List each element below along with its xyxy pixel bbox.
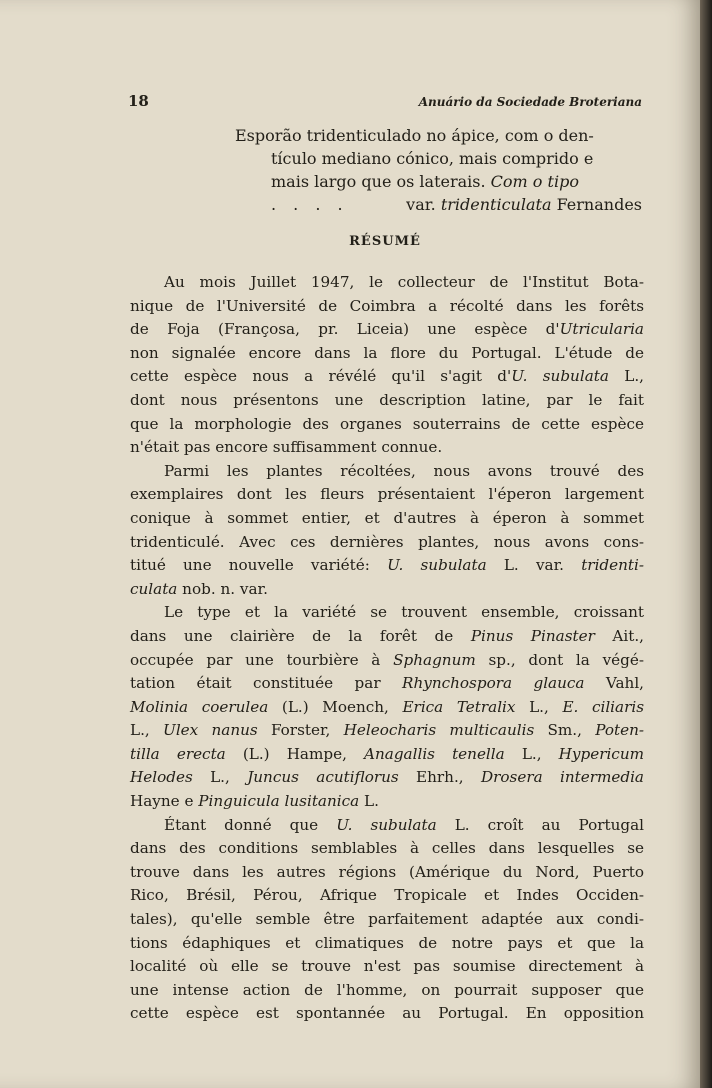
text-line: Molinia coerulea (L.) Moench, Erica Tetralix L., E. ciliaris [130,697,645,716]
resume-body [130,271,644,1026]
text-line: titué une nouvelle variété: U. subulata L. var. tridenti- [130,556,645,575]
text-line: Étant donné que U. subulata L. croît au Portugal [164,815,644,834]
page-number: 18 [128,92,149,110]
text-line: Helodes L., Juncus acutiflorus Ehrh., Drosera intermedia [130,768,644,787]
key-line [128,193,642,216]
key-line [128,170,642,193]
text-line: dont nous présentons une description latine, par le fait [130,390,644,409]
text-line: non signalée encore dans la flore du Portugal. L'étude de [130,343,644,362]
text-line: que la morphologie des organes souterrains de cette espèce [130,414,644,433]
key-text-italic: Com o tipo [490,172,579,191]
text-line: de Foja (Françosa, pr. Liceia) une espèce d'Utricularia [130,320,644,339]
key-rank: var. [406,195,436,214]
text-line: cette espèce est spontannée au Portugal. En opposition [130,1004,644,1023]
key-entry [128,124,642,216]
text-line: Au mois Juillet 1947, le collecteur de l'Institut Bota- [164,273,644,291]
text-line: L., Ulex nanus Forster, Heleocharis multicaulis Sm., Poten- [130,721,644,740]
key-author: Fernandes [556,195,642,214]
text-line: tales), qu'elle semble être parfaitement adaptée aux condi- [130,910,644,929]
text-line: exemplaires dont les fleurs présentaient l'éperon largement [130,485,644,504]
paragraph-2 [130,460,644,602]
text-line: conique à sommet entier, et d'autres à éperon à sommet [130,508,644,527]
text-line: tation était constituée par Rhynchospora glauca Vahl, [130,674,645,693]
paragraph-3 [130,601,644,813]
text-line: tions édaphiques et climatiques de notre pays et que la [130,933,644,952]
text-line: tilla erecta (L.) Hampe, Anagallis tenella L., Hypericum [130,744,644,763]
text-line: Parmi les plantes récoltées, nous avons trouvé des [164,461,644,480]
text-line: dans une clairière de la forêt de Pinus Pinaster Ait., [130,626,644,645]
running-title: Anuário da Sociedade Broteriana [418,95,642,109]
section-title: RÉSUMÉ [349,234,421,249]
text-line: Hayne e Pinguicula lusitanica L. [130,792,379,811]
key-dots: . . . . [271,195,349,214]
text-line: Rico, Brésil, Pérou, Afrique Tropicale et Indes Occiden- [130,886,644,905]
text-line: n'était pas encore suffisamment connue. [130,438,443,457]
paragraph-1 [130,271,644,460]
paragraph-4 [130,814,644,1026]
text-line: une intense action de l'homme, on pourrait supposer que [130,980,644,999]
text-line: tridenticulé. Avec ces dernières plantes, nous avons cons- [130,532,644,551]
text-line: culata nob. n. var. [130,579,268,598]
key-line: tículo mediano cónico, mais comprido e [271,149,594,168]
key-line: Esporão tridenticulado no ápice, com o den- [235,126,594,145]
text-line: occupée par une tourbière à Sphagnum sp., dont la végé- [130,650,644,669]
text-line: Le type et la variété se trouvent ensemble, croissant [164,603,644,622]
text-line: dans des conditions semblables à celles dans lesquelles se [130,839,644,858]
page-header [128,92,642,114]
key-taxon: tridenticulata [440,195,552,214]
text-line: localité où elle se trouve n'est pas soumise directement à [130,957,644,976]
text-line: trouve dans les autres régions (Amérique du Nord, Puerto [130,862,644,881]
text-line: cette espèce nous a révélé qu'il s'agit d'U. subulata L., [130,367,644,386]
page-edge-shadow [700,0,712,1088]
key-text: mais largo que os laterais. [271,172,486,191]
text-line: nique de l'Université de Coimbra a récolté dans les forêts [130,296,644,315]
